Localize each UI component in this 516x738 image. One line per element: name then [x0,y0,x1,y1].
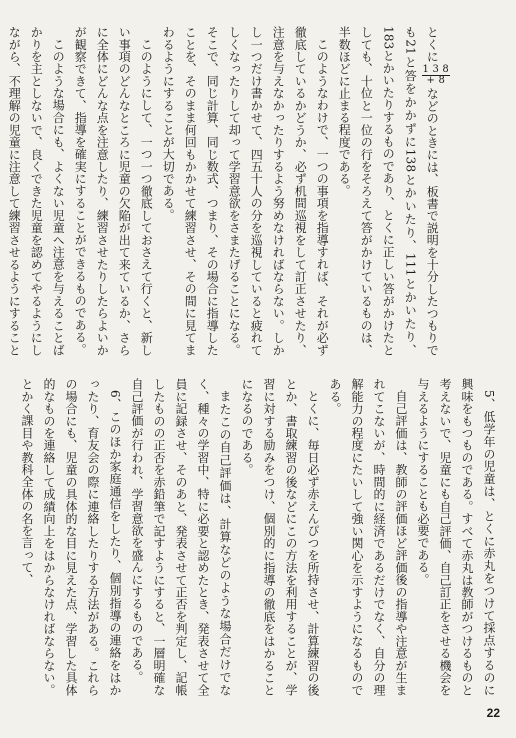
upper-paragraph-3: このようにして、一つ一つ徹底しておさえて行くと、新しい事項のどんなところに児童の欠陥が出て来ているか、さらに全体にどんな点を注意したり、練習させたりしたらよいかが観察できて、指導を確実にすることができるものである。 [73,26,154,356]
lower-paragraph-1: 5、低学年の児童は、とくに赤丸をつけて採点するのに興味をもつものである。すべて赤丸は教師がつけるものと考えないで、児童にも自己評価、自己訂正をさせる機会を与えるようにすることも必要である。 [416,378,496,696]
lower-paragraph-5: 6、このほか家庭通信をしたり、個別指導の連絡をはかったり、育友会の際に連絡したりする方法がある。これらの場合にも、児童の具体的な目に見えた点、学習した具体的なものを連絡して成績向上をはからなければならない。とかく課目や教科全体の名を言って、 [20,378,122,696]
page-number: 22 [486,706,500,720]
lower-paragraph-4: またこの自己評価は、計算などのような場合だけでなく、種々の学習中、特に必要と認めたとき、発表させて全員に記録させ、そのあと、発表させて正否を判定し、記帳したものの正否を赤鉛筆で記すようにすると、一層明確な自己評価が行われ、学習意欲を盛んにするものである。 [130,378,232,696]
lower-text-block [20,378,500,696]
upper-paragraph-4: このような場合にも、よくない児童へ注意を与えることばかりを主としないで、良くできた児童を認めてやるようにしながら、不理解の児童に注意して練習させるようにすること [7,26,66,356]
upper-text-block [7,26,450,357]
lower-paragraph-3: とくに、毎日必ず赤えんぴつを所持させ、計算練習の後とか、書取練習の後などにこの方法を利用することが、学習に対する励みをつけ、個別的に指導の徹底をはかることになるのである。 [240,378,320,696]
upper-paragraph-2: このようなわけで、一つの事項を指導すれば、それが必ず徹底しているかどうか、必ず机間巡視をして訂正させたり、注意を与えなかったりするよう努めなければならない。しかし一つだけ書かせて、四五十人の分を巡視していると疲れてしくなったりして却って学習意欲をさまたげることになる。そこで、同じ計算、同じ数式、つまり、その場合に指導したことを、そのまま何回もかかせて練習させ、その間に見てまわるようにすることが大切である。 [161,26,330,356]
fraction-numerator: 1 3 8 [422,63,449,75]
fraction-denominator: + 8 [426,74,446,86]
lower-paragraph-2: 自己評価は、教師の評価ほど評価後の指導や注意が生まれてこないが、時間的に経済であるだけでなく、自分の理解能力の程度にたいして強い関心を示すようになるものである。 [328,378,408,696]
upper-paragraph-1-rest: などのときには、板書で説明を十分したつもりでも21と答をかかずに138とかいたり、111とかいたり、183とかいたりするものであり、とくに正しい答がかけたとしても、十位と一位の行をそろえて答がかけているものは、半数ほどに止まる程度である。 [337,26,440,357]
upper-paragraph-1-lead: とくに [425,26,440,63]
upper-paragraph-1 [333,26,450,356]
fraction-138-over-8 [422,65,450,86]
